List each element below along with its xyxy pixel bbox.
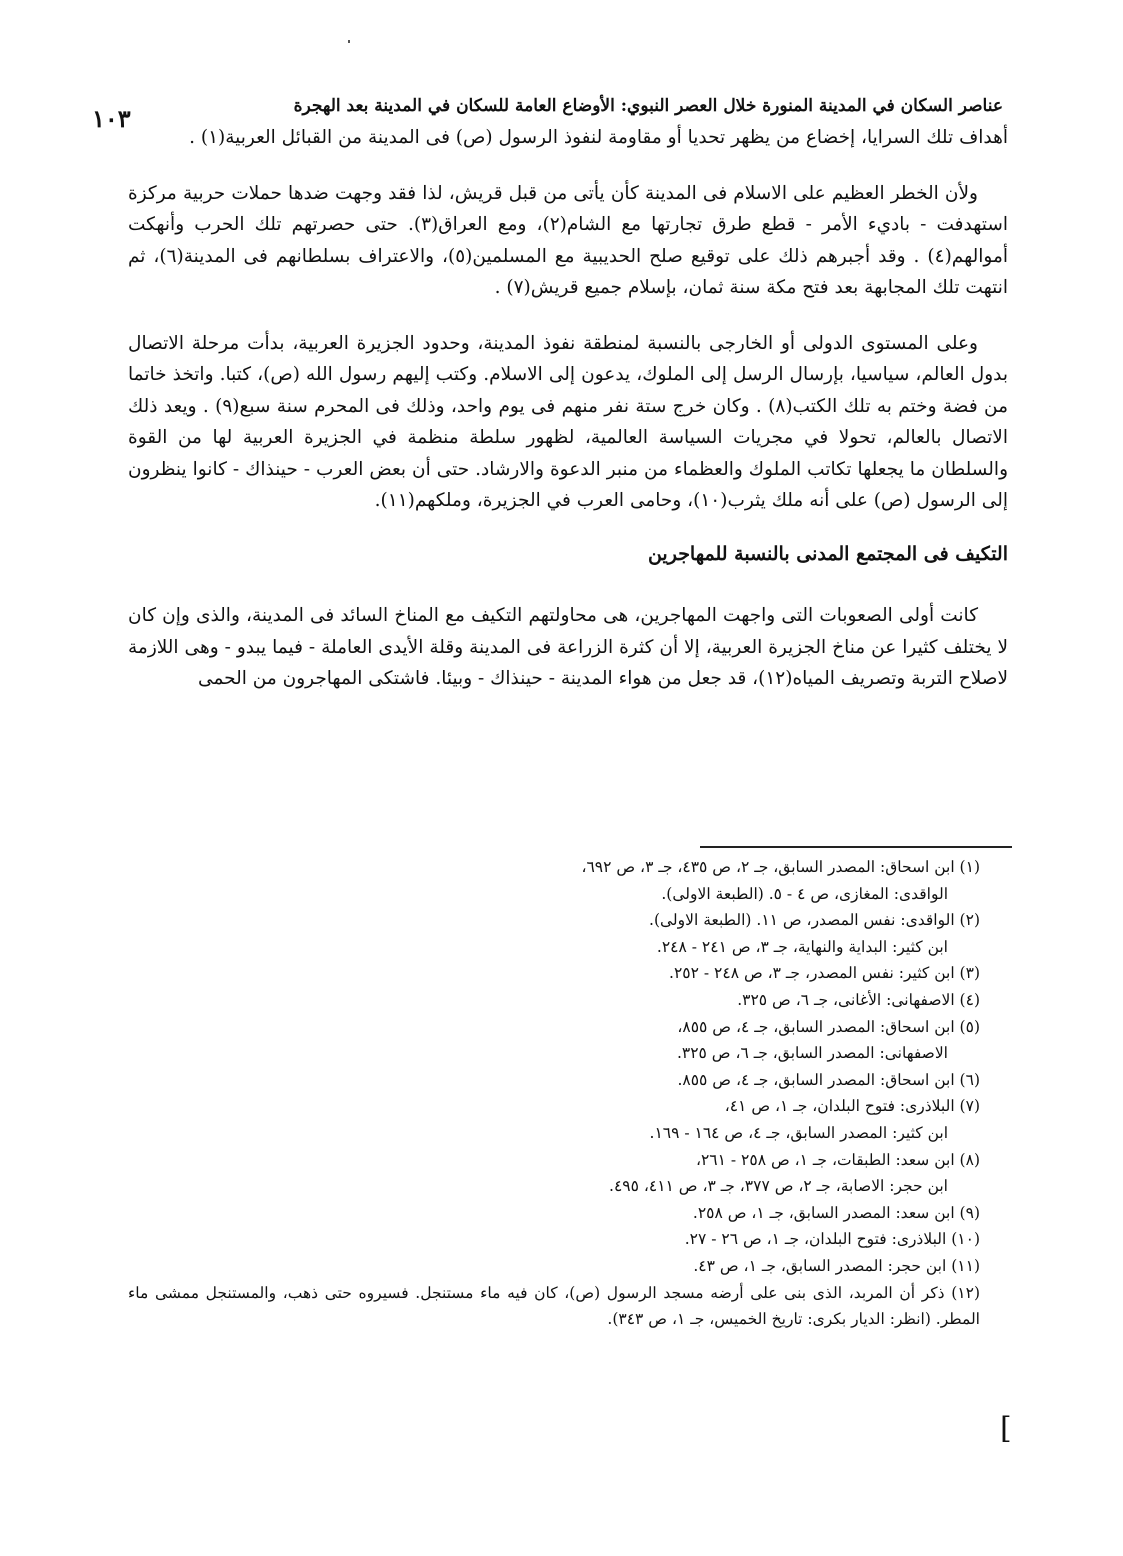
footnote-6: (٦) ابن اسحاق: المصدر السابق، جـ ٤، ص ٨٥٥. (677, 1070, 980, 1089)
footnote-4: (٤) الاصفهانى: الأغانى، جـ ٦، ص ٣٢٥. (737, 990, 980, 1009)
paragraph-3: وعلى المستوى الدولى أو الخارجى بالنسبة لمنطقة نفوذ المدينة، وحدود الجزيرة العربية، بدأت مرحلة الاتصال بدول العالم، سياسيا، بإرسال الرسل إلى الملوك، يدعون إلى الاسلام. وكتب إليهم رسول الله (ص)، كتبا. واتخذ خاتما من فضة وختم به تلك الكتب(٨) . وكان خرج ستة نفر منهم فى يوم واحد، وذلك فى المحرم سنة سبع(٩) . ويعد ذلك الاتصال بالعالم، تحولا في مجريات السياسة العالمية، لظهور سلطة منظمة في الجزيرة العربية لها من القوة والسلطان ما يجعلها تكاتب الملوك والعظماء من منبر الدعوة والارشاد. حتى أن بعض العرب - حينذاك - كانوا ينظرون إلى الرسول (ص) على أنه ملك يثرب(١٠)، وحامى العرب في الجزيرة، وملكهم(١١). (128, 332, 1009, 511)
footnote-9: (٩) ابن سعد: المصدر السابق، جـ ١، ص ٢٥٨. (692, 1203, 980, 1222)
footnote-8: (٨) ابن سعد: الطبقات، جـ ١، ص ٢٥٨ - ٢٦١، (695, 1150, 980, 1169)
footnote-1-cont: الواقدى: المغازى، ص ٤ - ٥. (الطبعة الاولى). (661, 884, 948, 903)
paragraph-1: أهداف تلك السرايا، إخضاع من يظهر تحديا أو مقاومة لنفوذ الرسول (ص) فى المدينة من القبائل العربية(١) . (189, 127, 1008, 148)
body-text (128, 122, 1008, 695)
footnote-7-cont: ابن كثير: المصدر السابق، جـ ٤، ص ١٦٤ - ١٦٩. (649, 1123, 948, 1142)
scan-speck (348, 40, 350, 43)
footnote-divider (700, 846, 1012, 848)
footnote-2: (٢) الواقدى: نفس المصدر، ص ١١. (الطبعة الاولى). (649, 911, 980, 930)
footnote-12: (١٢) ذكر أن المربد، الذى بنى على أرضه مسجد الرسول (ص)، كان فيه ماء مستنجل. فسيروه حتى ذهب، والمستنجل ممشى ماء المطر. (انظر: الديار بكرى: تاريخ الخميس، جـ ١، ص ٣٤٣). (128, 1283, 980, 1329)
paragraph-2: ولأن الخطر العظيم على الاسلام فى المدينة كأن يأتى من قبل قريش، لذا فقد وجهت ضدها حملات حربية مركزة استهدفت - باديء الأمر - قطع طرق تجارتها مع الشام(٢)، ومع العراق(٣). حتى حصرتهم تلك الحرب وأنهكت أموالهم(٤) . وقد أجبرهم ذلك على توقيع صلح الحديبية مع المسلمين(٥)، والاعتراف بسلطانهم فى المدينة(٦)، ثم انتهت تلك المجابهة بعد فتح مكة سنة ثمان، بإسلام جميع قريش(٧) . (128, 182, 1009, 298)
footnote-3: (٣) ابن كثير: نفس المصدر، جـ ٣، ص ٢٤٨ - ٢٥٢. (669, 964, 980, 983)
page-number: ١٠٣ (92, 104, 131, 133)
footnote-10: (١٠) البلاذرى: فتوح البلدان، جـ ١، ص ٢٦ - ٢٧. (684, 1230, 980, 1249)
paragraph-4: كانت أولى الصعوبات التى واجهت المهاجرين، هى محاولتهم التكيف مع المناخ السائد فى المدينة، والذى وإن كان لا يختلف كثيرا عن مناخ الجزيرة العربية، إلا أن كثرة الزراعة فى المدينة وقلة الأيدى العاملة - فيما يبدو - وهى اللازمة لاصلاح التربة وتصريف المياه(١٢)، قد جعل من هواء المدينة - حينذاك - وبيئا. فاشتكى المهاجرون من الحمى (128, 605, 1008, 689)
section-heading: التكيف فى المجتمع المدنى بالنسبة للمهاجرين (647, 542, 1008, 565)
footnote-2-cont: ابن كثير: البداية والنهاية، جـ ٣، ص ٢٤١ - ٢٤٨. (656, 937, 948, 956)
footnote-7: (٧) البلاذرى: فتوح البلدان، جـ ١، ص ٤١، (724, 1097, 980, 1116)
footnote-1: (١) ابن اسحاق: المصدر السابق، جـ ٢، ص ٤٣٥، جـ ٣، ص ٦٩٢، (581, 858, 980, 876)
margin-bracket-mark: [ (1000, 1411, 1012, 1446)
footnote-11: (١١) ابن حجر: المصدر السابق، جـ ١، ص ٤٣. (693, 1256, 980, 1275)
running-header: عناصر السكان في المدينة المنورة خلال العصر النبوي: الأوضاع العامة للسكان في المدينة بعد الهجرة (293, 96, 1003, 116)
footnote-5: (٥) ابن اسحاق: المصدر السابق، جـ ٤، ص ٨٥٥، (677, 1017, 980, 1036)
footnote-8-cont: ابن حجر: الاصابة، جـ ٢، ص ٣٧٧، جـ ٣، ص ٤١١، ٤٩٥. (609, 1177, 948, 1196)
footnote-5-cont: الاصفهانى: المصدر السابق، جـ ٦، ص ٣٢٥. (676, 1044, 948, 1063)
footnotes (128, 854, 1008, 1333)
